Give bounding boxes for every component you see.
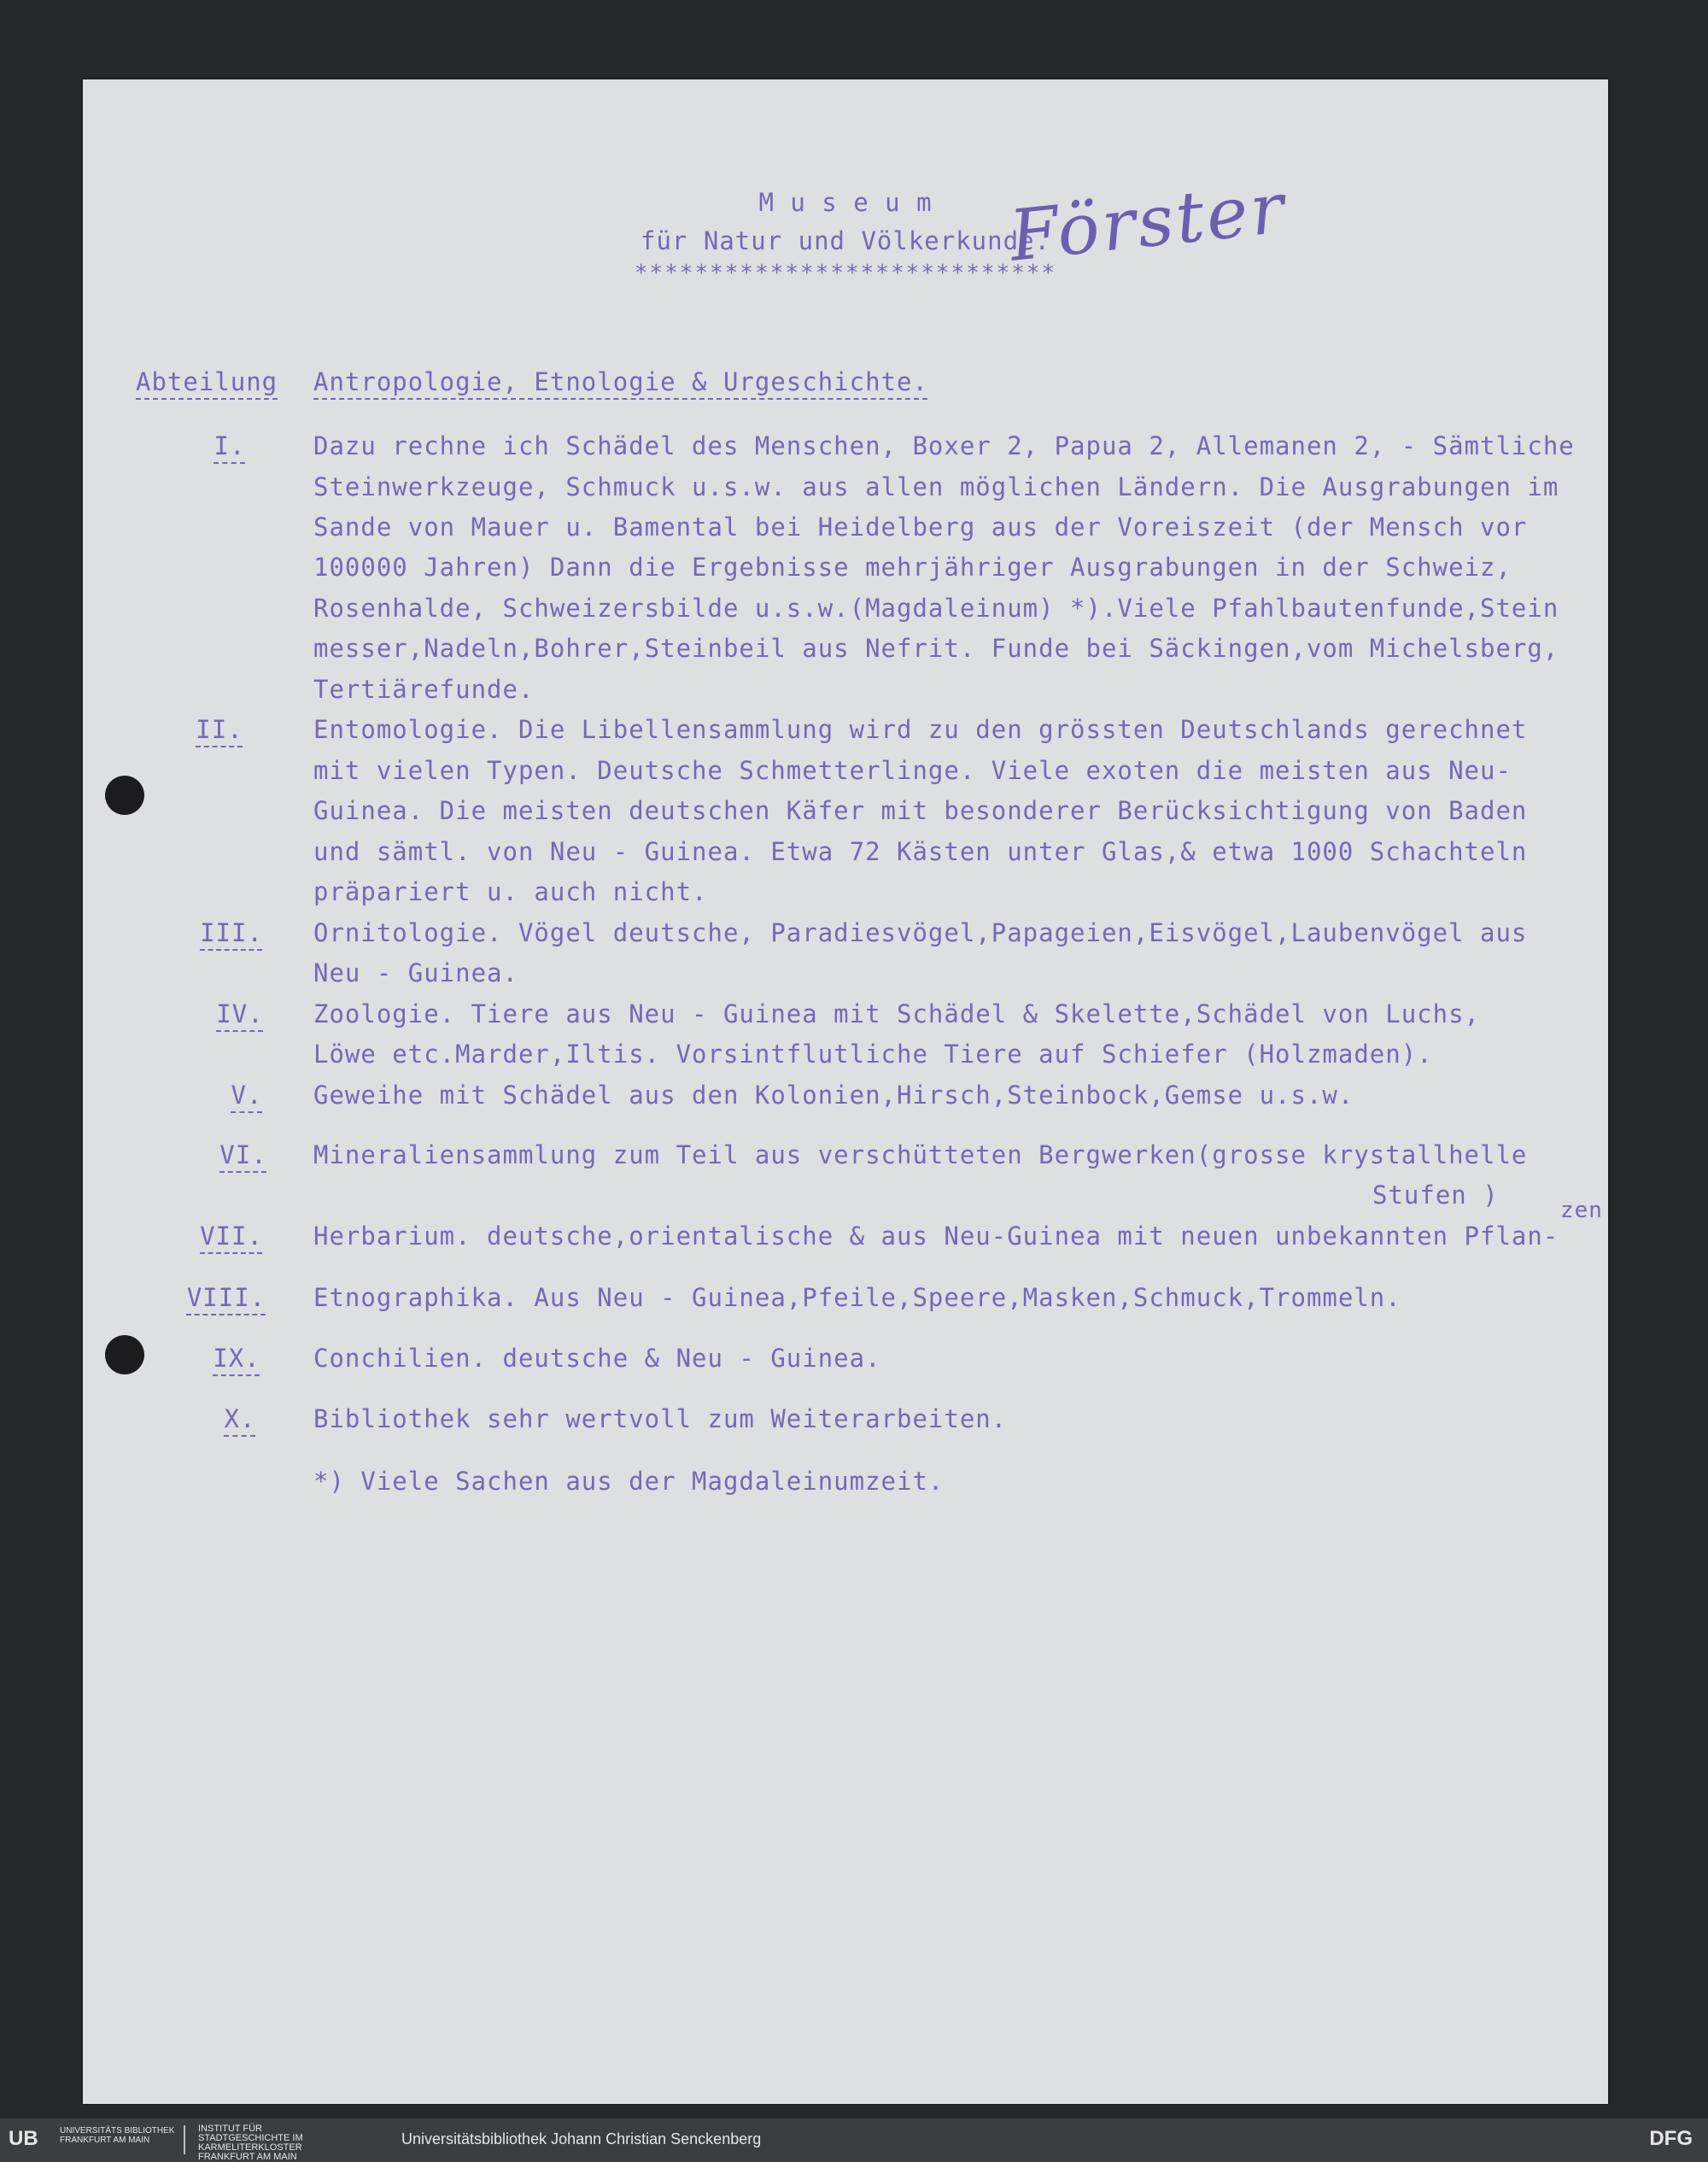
section-number: VII. <box>200 1222 263 1251</box>
margin-note: zen <box>1560 1198 1603 1223</box>
section-number: IV. <box>216 999 264 1028</box>
section-line: messer,Nadeln,Bohrer,Steinbeil aus Nefrit. Funde bei Säckingen,vom Michelsberg, <box>313 634 1559 663</box>
section-line: Steinwerkzeuge, Schmuck u.s.w. aus allen möglichen Ländern. Die Ausgrabungen im <box>313 472 1559 501</box>
section-line: präpariert u. auch nicht. <box>313 877 708 906</box>
section-number: V. <box>231 1081 263 1110</box>
section-line: Geweihe mit Schädel aus den Kolonien,Hirsch,Steinbock,Gemse u.s.w. <box>313 1081 1354 1110</box>
section-line: Bibliothek sehr wertvoll zum Weiterarbeiten. <box>313 1404 1008 1433</box>
footer-separator <box>184 2125 185 2154</box>
section-line: Conchilien. deutsche & Neu - Guinea. <box>313 1344 881 1373</box>
document-page <box>83 79 1608 2104</box>
handwritten-signature: Förster <box>1005 167 1290 278</box>
section-number: X. <box>224 1404 256 1433</box>
section-number: III. <box>200 918 263 947</box>
section-number: VIII. <box>186 1283 266 1312</box>
section-number: I. <box>214 431 246 460</box>
title-stars: **************************** <box>634 261 1057 286</box>
footnote: *) Viele Sachen aus der Magdaleinumzeit. <box>313 1467 945 1496</box>
viewer-footer <box>0 2118 1708 2162</box>
section-number: IX. <box>213 1344 260 1373</box>
museum-title: M u s e u m <box>758 188 933 217</box>
section-number: II. <box>196 715 243 744</box>
punch-hole-top <box>105 776 144 815</box>
punch-hole-bottom <box>105 1335 144 1374</box>
section-line: Herbarium. deutsche,orientalische & aus Neu-Guinea mit neuen unbekannten Pflan- <box>313 1222 1559 1251</box>
section-line: Sande von Mauer u. Bamental bei Heidelberg aus der Voreiszeit (der Mensch vor <box>313 513 1528 542</box>
section-line: mit vielen Typen. Deutsche Schmetterlinge. Viele exoten die meisten aus Neu- <box>313 756 1512 785</box>
section-line: Ornitologie. Vögel deutsche, Paradiesvögel,Papageien,Eisvögel,Laubenvögel aus <box>313 918 1528 947</box>
library-name: Universitätsbibliothek Johann Christian Senckenberg <box>401 2130 762 2147</box>
section-line: Etnographika. Aus Neu - Guinea,Pfeile,Speere,Masken,Schmuck,Trommeln. <box>313 1283 1401 1312</box>
section-line: Neu - Guinea. <box>313 958 518 987</box>
dfg-logo: DFG <box>1649 2127 1693 2150</box>
ub-logo-subtitle: UNIVERSITÄTS BIBLIOTHEK FRANKFURT AM MAIN <box>60 2126 175 2145</box>
section-line: Guinea. Die meisten deutschen Käfer mit besonderer Berücksichtigung von Baden <box>313 796 1528 825</box>
section-line: Löwe etc.Marder,Iltis. Vorsintflutliche Tiere auf Schiefer (Holzmaden). <box>313 1040 1433 1069</box>
heading-subject: Antropologie, Etnologie & Urgeschichte. <box>313 367 928 396</box>
section-line: Stufen ) <box>1372 1181 1499 1210</box>
ub-logo: UB <box>9 2127 38 2150</box>
section-line: Zoologie. Tiere aus Neu - Guinea mit Schädel & Skelette,Schädel von Luchs, <box>313 999 1481 1028</box>
heading-label: Abteilung <box>136 367 278 396</box>
section-line: Rosenhalde, Schweizersbilde u.s.w.(Magdaleinum) *).Viele Pfahlbautenfunde,Stein <box>313 594 1559 623</box>
institute-logo-text: INSTITUT FÜR STADTGESCHICHTE IM KARMELITERKLOSTER FRANKFURT AM MAIN <box>198 2124 303 2162</box>
section-line: 100000 Jahren) Dann die Ergebnisse mehrjähriger Ausgrabungen in der Schweiz, <box>313 553 1512 582</box>
section-line: Dazu rechne ich Schädel des Menschen, Boxer 2, Papua 2, Allemanen 2, - Sämtliche <box>313 431 1575 460</box>
section-line: und sämtl. von Neu - Guinea. Etwa 72 Kästen unter Glas,& etwa 1000 Schachteln <box>313 837 1528 866</box>
museum-subtitle: für Natur und Völkerkunde. <box>640 226 1050 255</box>
section-number: VI. <box>219 1140 267 1169</box>
section-line: Entomologie. Die Libellensammlung wird zu den grössten Deutschlands gerechnet <box>313 715 1528 744</box>
section-line: Mineraliensammlung zum Teil aus verschütteten Bergwerken(grosse krystallhelle <box>313 1140 1528 1169</box>
section-line: Tertiärefunde. <box>313 675 535 704</box>
